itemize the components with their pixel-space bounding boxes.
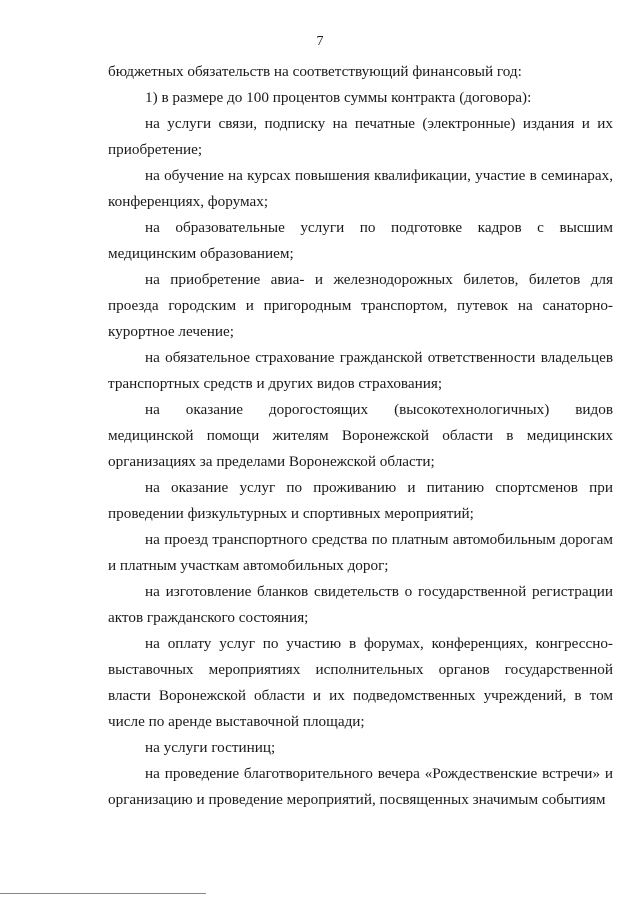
paragraph-charity-evening: на проведение благотворительного вечера «Рождественские встречи» и организацию и проведение мероприятий, посвященных значимым событиям [108,765,613,808]
paragraph-insurance: на обязательное страхование гражданской ответственности владельцев транспортных средств и других видов страхования; [108,349,613,392]
paragraph-continuation: бюджетных обязательств на соответствующий финансовый год: [108,63,522,80]
paragraph-toll-roads: на проезд транспортного средства по платным автомобильным дорогам и платным участкам автомобильных дорог; [108,531,613,574]
paragraph-athlete-accommodation: на оказание услуг по проживанию и питанию спортсменов при проведении физкультурных и спортивных мероприятий; [108,479,613,522]
paragraph-forums-exhibitions: на оплату услуг по участию в форумах, конференциях, конгрессно-выставочных мероприятиях исполнительных органов государственной власти Воронежской области и их подведомственных учреждений, в том числе по аренде выставочной площади; [108,635,613,730]
paragraph-tickets: на приобретение авиа- и железнодорожных билетов, билетов для проезда городским и пригородным транспортом, путевок на санаторно-курортное лечение; [108,271,613,340]
paragraph-item-1: 1) в размере до 100 процентов суммы контракта (договора): [145,89,532,106]
paragraph-certificate-forms: на изготовление бланков свидетельств о государственной регистрации актов гражданского состояния; [108,583,613,626]
paragraph-hotel-services: на услуги гостиниц; [145,739,276,756]
paragraph-medical-education: на образовательные услуги по подготовке кадров с высшим медицинским образованием; [108,219,613,262]
document-body [108,59,613,813]
footnote-divider [0,893,206,894]
paragraph-high-tech-medical-care: на оказание дорогостоящих (высокотехнологичных) видов медицинской помощи жителям Воронежской области в медицинских организациях за пределами Воронежской области; [108,401,613,470]
paragraph-training-courses: на обучение на курсах повышения квалификации, участие в семинарах, конференциях, форумах; [108,167,613,210]
paragraph-communication-services: на услуги связи, подписку на печатные (электронные) издания и их приобретение; [108,115,613,158]
page-number: 7 [316,34,324,49]
